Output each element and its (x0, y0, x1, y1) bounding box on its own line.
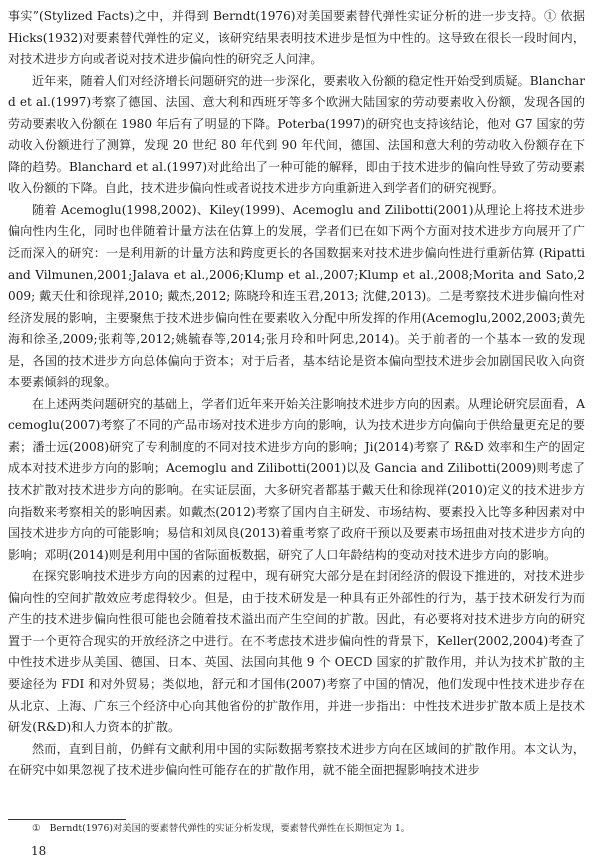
paragraph-5: 在探究影响技术进步方向的因素的过程中，现有研究大部分是在封闭经济的假设下推进的，对技术进步偏向性的空间扩散效应考虑得较少。但是，由于技术研发是一种具有正外部性的行为，基于技术研发行为而产生的技术进步偏向性很可能也会随着技术溢出而产生空间的扩散。因此，有必要将对技术进步方向的研究置于一个更符合现实的开放经济之中进行。在不考虑技术进步偏向性的背景下，Keller(2002,2004)考查了中性技术进步从美国、德国、日本、英国、法国向其他 9 个 OECD 国家的扩散作用，并认为技术扩散的主要途径为 FDI 和对外贸易；类似地，舒元和才国伟(2007)考察了中国的情况，他们发现中性技术进步存在从北京、上海、广东三个经济中心向其他省份的扩散作用，并进一步指出：中性技术进步扩散本质上是技术研发(R&D)和人力资本的扩散。 (8, 569, 585, 735)
paragraph-2: 近年来，随着人们对经济增长问题研究的进一步深化，要素收入份额的稳定性开始受到质疑。Blanchard et al.(1997)考察了德国、法国、意大利和西班牙等多个欧洲大陆国家的劳动要素收入份额，发现各国的劳动要素收入份额在 1980 年后有了明显的下降。Poterba(1997)的研究也支持该结论，他对 G7 国家的劳动收入份额进行了测算，发现 20 世纪 80 年代到 90 年代间，德国、法国和意大利的劳动收入份额存在下降的趋势。Blanchard et al.(1997)对此给出了一种可能的解释，即由于技术进步的偏向性导致了劳动要素收入份额的下降。自此，技术进步偏向性或者说技术进步方向重新进入到学者们的研究视野。 (8, 73, 585, 196)
footnote: ① Berndt(1976)对美国的要素替代弹性的实证分析发现，要素替代弹性在长期恒定为 1。 (32, 823, 411, 834)
paragraph-4: 在上述两类问题研究的基础上，学者们近年来开始关注影响技术进步方向的因素。从理论研究层面看，Acemoglu(2007)考察了不同的产品市场对技术进步方向的影响，认为技术进步方向偏向于供给量更充足的要素；潘士远(2008)研究了专利制度的不同对技术进步方向的影响；Ji(2014)考察了 R&D 效率和生产的固定成本对技术进步方向的影响；Acemoglu and Zilibotti(2001)以及 Gancia and Zilibotti(2009)则考虑了技术扩散对技术进步方向的影响。在实证层面，大多研究者都基于戴天仕和徐现祥(2010)定义的技术进步方向指数来考察相关的影响因素。如戴杰(2012)考察了国内自主研发、市场结构、要素投入比等多种因素对中国技术进步方向的可能影响；易信和刘凤良(2013)着重考察了政府干预以及要素市场扭曲对技术进步方向的影响；邓明(2014)则是利用中国的省际面板数据，研究了人口年龄结构的变动对技术进步方向的影响。 (8, 396, 585, 562)
paragraph-3: 随着 Acemoglu(1998,2002)、Kiley(1999)、Acemoglu and Zilibotti(2001)从理论上将技术进步偏向性内生化，同时也伴随着计量方法在估算上的发展，学者们已在如下两个方面对技术进步方向展开了广泛而深入的研究：一是利用新的计量方法和跨度更长的各国数据来对技术进步偏向性进行重新估算 (Ripatti and Vilmunen,2001;Jalava et al.,2006;Klump et al.,2007;Klump et al.,2008;Morita and Sato,2009; 戴天仕和徐现祥,2010; 戴杰,2012; 陈晓玲和连玉君,2013; 沈健,2013)。二是考察技术进步偏向性对经济发展的影响，主要聚焦于技术进步偏向性在要素收入分配中所发挥的作用(Acemoglu,2002,2003;黄先海和徐圣,2009;张莉等,2012;姚毓春等,2014;张月玲和叶阿忠,2014)。关于前者的一个基本一致的发现是，各国的技术进步方向总体偏向于资本；对于后者，基本结论是资本偏向型技术进步会加剧国民收入向资本要素倾斜的现象。 (8, 202, 585, 390)
page-number: 18 (31, 844, 47, 858)
paragraph-1: 事实”(Stylized Facts)之中，并得到 Berndt(1976)对美国要素替代弹性实证分析的进一步支持。① 依据 Hicks(1932)对要素替代弹性的定义，该研究结果表明技术进步是恒为中性的。这导致在很长一段时间内，对技术进步方向或者说对技术进步偏向性的研究乏人问津。 (8, 9, 585, 67)
footnote-divider (8, 819, 126, 820)
paragraph-6: 然而，直到目前，仍鲜有文献利用中国的实际数据考察技术进步方向在区域间的扩散作用。本文认为，在研究中如果忽视了技术进步偏向性可能存在的扩散作用，就不能全面把握影响技术进步 (8, 741, 585, 778)
body-text (8, 6, 585, 782)
